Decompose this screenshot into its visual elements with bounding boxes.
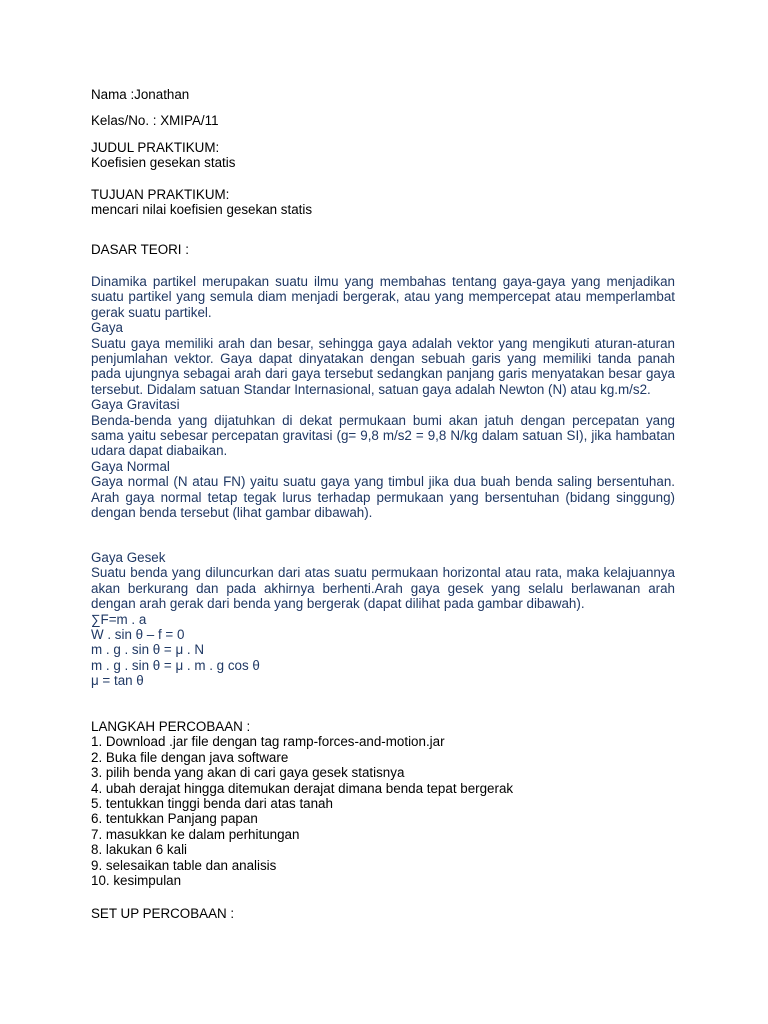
setup-section — [91, 906, 675, 921]
normal-title: Gaya Normal — [91, 458, 170, 474]
dasar-teori-heading: DASAR TEORI : — [91, 242, 189, 257]
tujuan-section — [91, 187, 675, 218]
dasar-teori-heading-block — [91, 242, 675, 257]
kelas-line — [91, 113, 675, 128]
tujuan-text: mencari nilai koefisien gesekan statis — [91, 202, 313, 218]
dasar-teori-body — [91, 274, 675, 521]
formula-line: m . g . sin θ = μ . m . g cos θ — [91, 657, 260, 673]
langkah-step: 6. tentukkan Panjang papan — [91, 811, 258, 827]
judul-section — [91, 140, 675, 171]
langkah-step: 10. kesimpulan — [91, 873, 182, 889]
formula-line: ∑F=m . a — [91, 611, 147, 627]
formula-line: W . sin θ – f = 0 — [91, 627, 185, 643]
gesek-title: Gaya Gesek — [91, 550, 166, 565]
langkah-step: 9. selesaikan table dan analisis — [91, 857, 277, 873]
gaya-title: Gaya — [91, 320, 124, 336]
gravitasi-paragraph: Benda-benda yang dijatuhkan di dekat permukaan bumi akan jatuh dengan percepatan yang sama yaitu sebesar percepatan gravitasi (g= 9,8 m/s2 = 9,8 N/kg dalam satuan SI), jika hambatan udara dapat diabaikan. — [91, 412, 675, 459]
langkah-section — [91, 719, 675, 888]
formula-line: μ = tan θ — [91, 673, 144, 689]
langkah-step: 2. Buka file dengan java software — [91, 749, 289, 765]
formula-line: m . g . sin θ = μ . N — [91, 642, 205, 658]
setup-heading: SET UP PERCOBAAN : — [91, 906, 235, 921]
gaya-gesek-section — [91, 550, 675, 689]
gesek-paragraph: Suatu benda yang diluncurkan dari atas suatu permukaan horizontal atau rata, maka kelajuannya akan berkurang dan pada akhirnya berhenti.Arah gaya gesek yang selalu berlawanan arah dengan arah gerak dari benda yang bergerak (dapat dilihat pada gambar dibawah). — [91, 565, 675, 612]
judul-heading: JUDUL PRAKTIKUM: — [91, 140, 220, 155]
langkah-heading: LANGKAH PERCOBAAN : — [91, 719, 251, 734]
intro-paragraph: Dinamika partikel merupakan suatu ilmu yang membahas tentang gaya-gaya yang menjadikan suatu partikel yang semula diam menjadi bergerak, atau yang mempercepat atau memperlambat gerak suatu partikel. — [91, 274, 675, 320]
tujuan-heading: TUJUAN PRAKTIKUM: — [91, 187, 230, 202]
langkah-step: 4. ubah derajat hingga ditemukan derajat dimana benda tepat bergerak — [91, 780, 514, 796]
gravitasi-title: Gaya Gravitasi — [91, 397, 180, 413]
langkah-step: 7. masukkan ke dalam perhitungan — [91, 826, 300, 842]
langkah-step: 5. tentukkan tinggi benda dari atas tanah — [91, 796, 333, 812]
nama-line — [91, 87, 675, 102]
kelas-text: Kelas/No. : XMIPA/11 — [91, 113, 219, 128]
langkah-step: 3. pilih benda yang akan di cari gaya gesek statisnya — [91, 765, 405, 781]
judul-text: Koefisien gesekan statis — [91, 155, 236, 171]
nama-text: Nama :Jonathan — [91, 87, 190, 102]
langkah-step: 8. lakukan 6 kali — [91, 842, 188, 858]
gaya-paragraph: Suatu gaya memiliki arah dan besar, sehingga gaya adalah vektor yang mengikuti aturan-aturan penjumlahan vektor. Gaya dapat dinyatakan dengan sebuah garis yang memiliki tanda panah pada ujungnya sebagai arah dari gaya tersebut sedangkan panjang garis menyatakan besar gaya tersebut. Didalam satuan Standar Internasional, satuan gaya adalah Newton (N) atau kg.m/s2. — [91, 335, 675, 397]
langkah-step: 1. Download .jar file dengan tag ramp-forces-and-motion.jar — [91, 734, 445, 750]
normal-paragraph: Gaya normal (N atau FN) yaitu suatu gaya yang timbul jika dua buah benda saling bersentuhan. Arah gaya normal tetap tegak lurus terhadap permukaan yang bersentuhan (bidang singgung) dengan benda tersebut (lihat gambar dibawah). — [91, 474, 675, 521]
